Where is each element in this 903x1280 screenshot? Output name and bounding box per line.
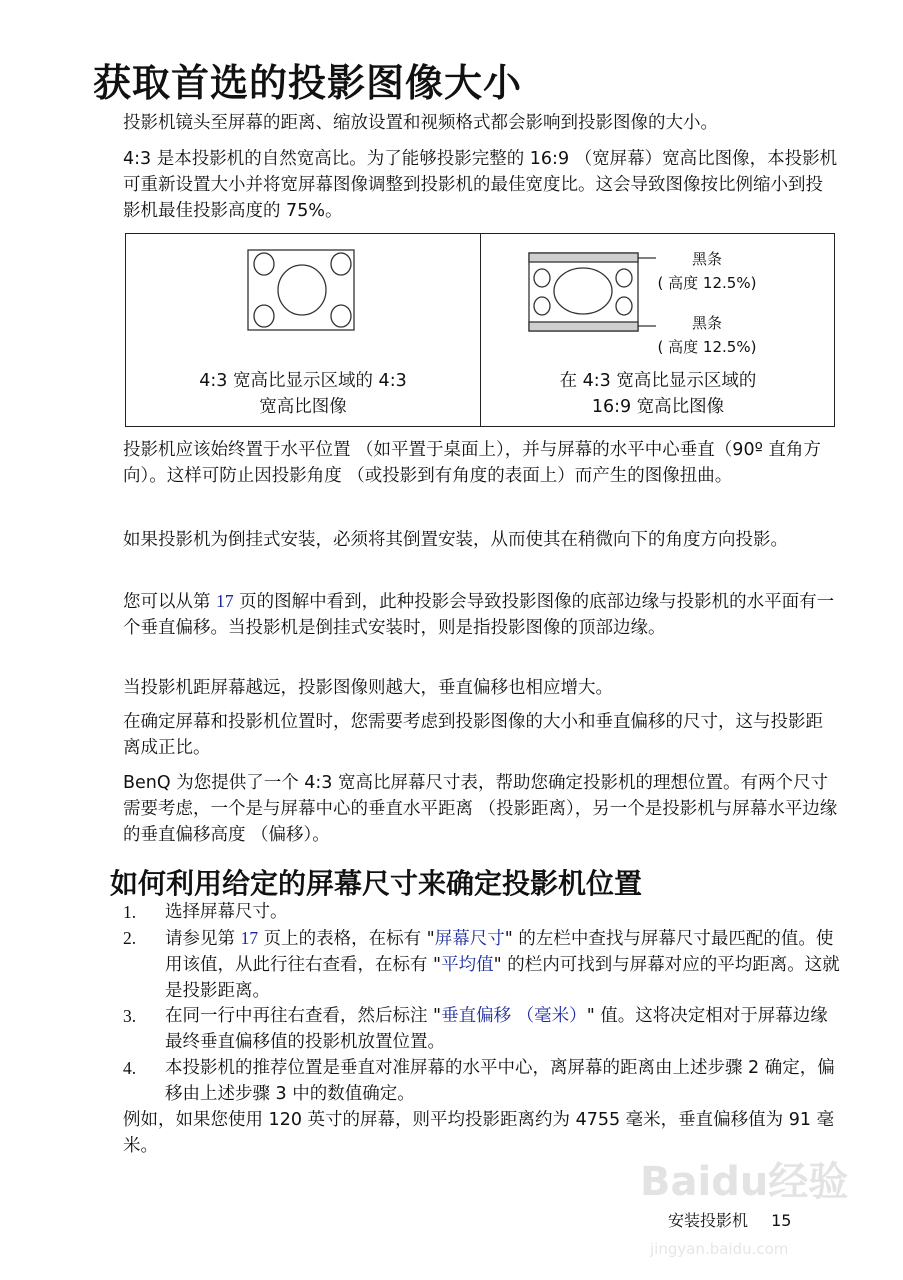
step-text: [165, 925, 840, 1004]
diagram-16-9: [529, 253, 656, 331]
paragraph-aspect-ratio: 4:3 是本投影机的自然宽高比。为了能够投影完整的 16:9 （宽屏幕）宽高比图像，本投影机可重新设置大小并将宽屏幕图像调整到投影机的最佳宽度比。这会导致图像按比例缩小到投影机最佳投影高度的 75%。: [123, 149, 838, 221]
text: " 值。这将决定相对于屏幕边缘最终垂直偏移值的投影机放置位置。: [165, 1006, 828, 1052]
page-number: 15: [771, 1211, 792, 1230]
screen-size-link[interactable]: 屏幕尺寸: [434, 929, 505, 949]
text: 在同一行中再往右查看，然后标注 ": [165, 1006, 442, 1026]
left-caption-line1: 4:3 宽高比显示区域的 4:3: [199, 371, 407, 391]
right-caption-line1: 在 4:3 宽高比显示区域的: [559, 371, 757, 391]
step-number: 1.: [123, 902, 137, 922]
right-caption: [481, 368, 835, 420]
aspect-ratio-figure: [125, 233, 835, 427]
paragraph-distance: 当投影机距屏幕越远，投影图像则越大，垂直偏移也相应增大。: [123, 678, 613, 698]
vertical-offset-link[interactable]: 垂直偏移 （毫米）: [441, 1006, 587, 1026]
paragraph-offset: [123, 588, 838, 641]
watermark-url: jingyan.baidu.com: [650, 1240, 789, 1258]
text: " 的栏内可找到与屏幕对应的平均距离。这就是投影距离。: [165, 955, 840, 1001]
baidu-watermark: Baidu经验: [640, 1159, 849, 1205]
text: 您可以从第: [123, 592, 217, 612]
section-heading: 如何利用给定的屏幕尺寸来确定投影机位置: [110, 867, 643, 900]
black-bar-top-label: 黑条: [691, 250, 722, 268]
text: 请参见第: [165, 929, 241, 949]
page-footer: [668, 1208, 791, 1231]
paragraph-ceiling-mount: 如果投影机为倒挂式安装，必须将其倒置安装，从而使其在稍微向下的角度方向投影。: [123, 530, 788, 550]
black-bar-bottom-label: 黑条: [691, 314, 722, 332]
right-caption-line2: 16:9 宽高比图像: [591, 397, 725, 417]
footer-section: 安装投影机: [668, 1211, 749, 1230]
left-caption-line2: 宽高比图像: [259, 397, 347, 417]
paragraph-positioning: 在确定屏幕和投影机位置时，您需要考虑到投影图像的大小和垂直偏移的尺寸，这与投影距离成正比。: [123, 712, 823, 758]
step-number: 3.: [123, 1006, 137, 1026]
step-number: 2.: [123, 928, 137, 948]
text: " 的左栏中查找与屏幕尺寸最匹配的值。使用该值，从此行往右查看，在标有 ": [165, 929, 834, 975]
page-link[interactable]: 17: [216, 591, 234, 611]
step-text: [165, 1003, 840, 1055]
page-link[interactable]: 17: [240, 928, 259, 948]
page-title: 获取首选的投影图像大小: [93, 61, 523, 105]
step-text: 选择屏幕尺寸。: [165, 902, 288, 922]
black-bar-bottom-height: ( 高度 12.5%): [657, 338, 757, 356]
paragraph-benq-table: BenQ 为您提供了一个 4:3 宽高比屏幕尺寸表，帮助您确定投影机的理想位置。有两个尺寸需要考虑，一个是与屏幕中心的垂直水平距离 （投影距离），另一个是投影机与屏幕水平边缘的垂直偏移高度 （偏移）。: [123, 773, 838, 845]
step-text: 本投影机的推荐位置是垂直对准屏幕的水平中心，离屏幕的距离由上述步骤 2 确定，偏移由上述步骤 3 中的数值确定。: [165, 1058, 835, 1104]
paragraph-intro: 投影机镜头至屏幕的距离、缩放设置和视频格式都会影响到投影图像的大小。: [123, 113, 718, 133]
paragraph-level-placement: 投影机应该始终置于水平位置 （如平置于桌面上），并与屏幕的水平中心垂直（90º 直角方向）。这样可防止因投影角度 （或投影到有角度的表面上）而产生的图像扭曲。: [123, 440, 821, 486]
step-number: 4.: [123, 1058, 137, 1078]
text: 页的图解中看到，此种投影会导致投影图像的底部边缘与投影机的水平面有一个垂直偏移。当投影机是倒挂式安装时，则是指投影图像的顶部边缘。: [123, 592, 835, 638]
average-link[interactable]: 平均值: [441, 955, 494, 975]
diagram-4-3: [248, 250, 354, 330]
black-bar-top-height: ( 高度 12.5%): [657, 274, 757, 292]
left-caption: [126, 368, 480, 420]
paragraph-example: 例如，如果您使用 120 英寸的屏幕，则平均投影距离约为 4755 毫米，垂直偏移值为 91 毫米。: [123, 1110, 835, 1156]
text: 页上的表格，在标有 ": [258, 929, 435, 949]
